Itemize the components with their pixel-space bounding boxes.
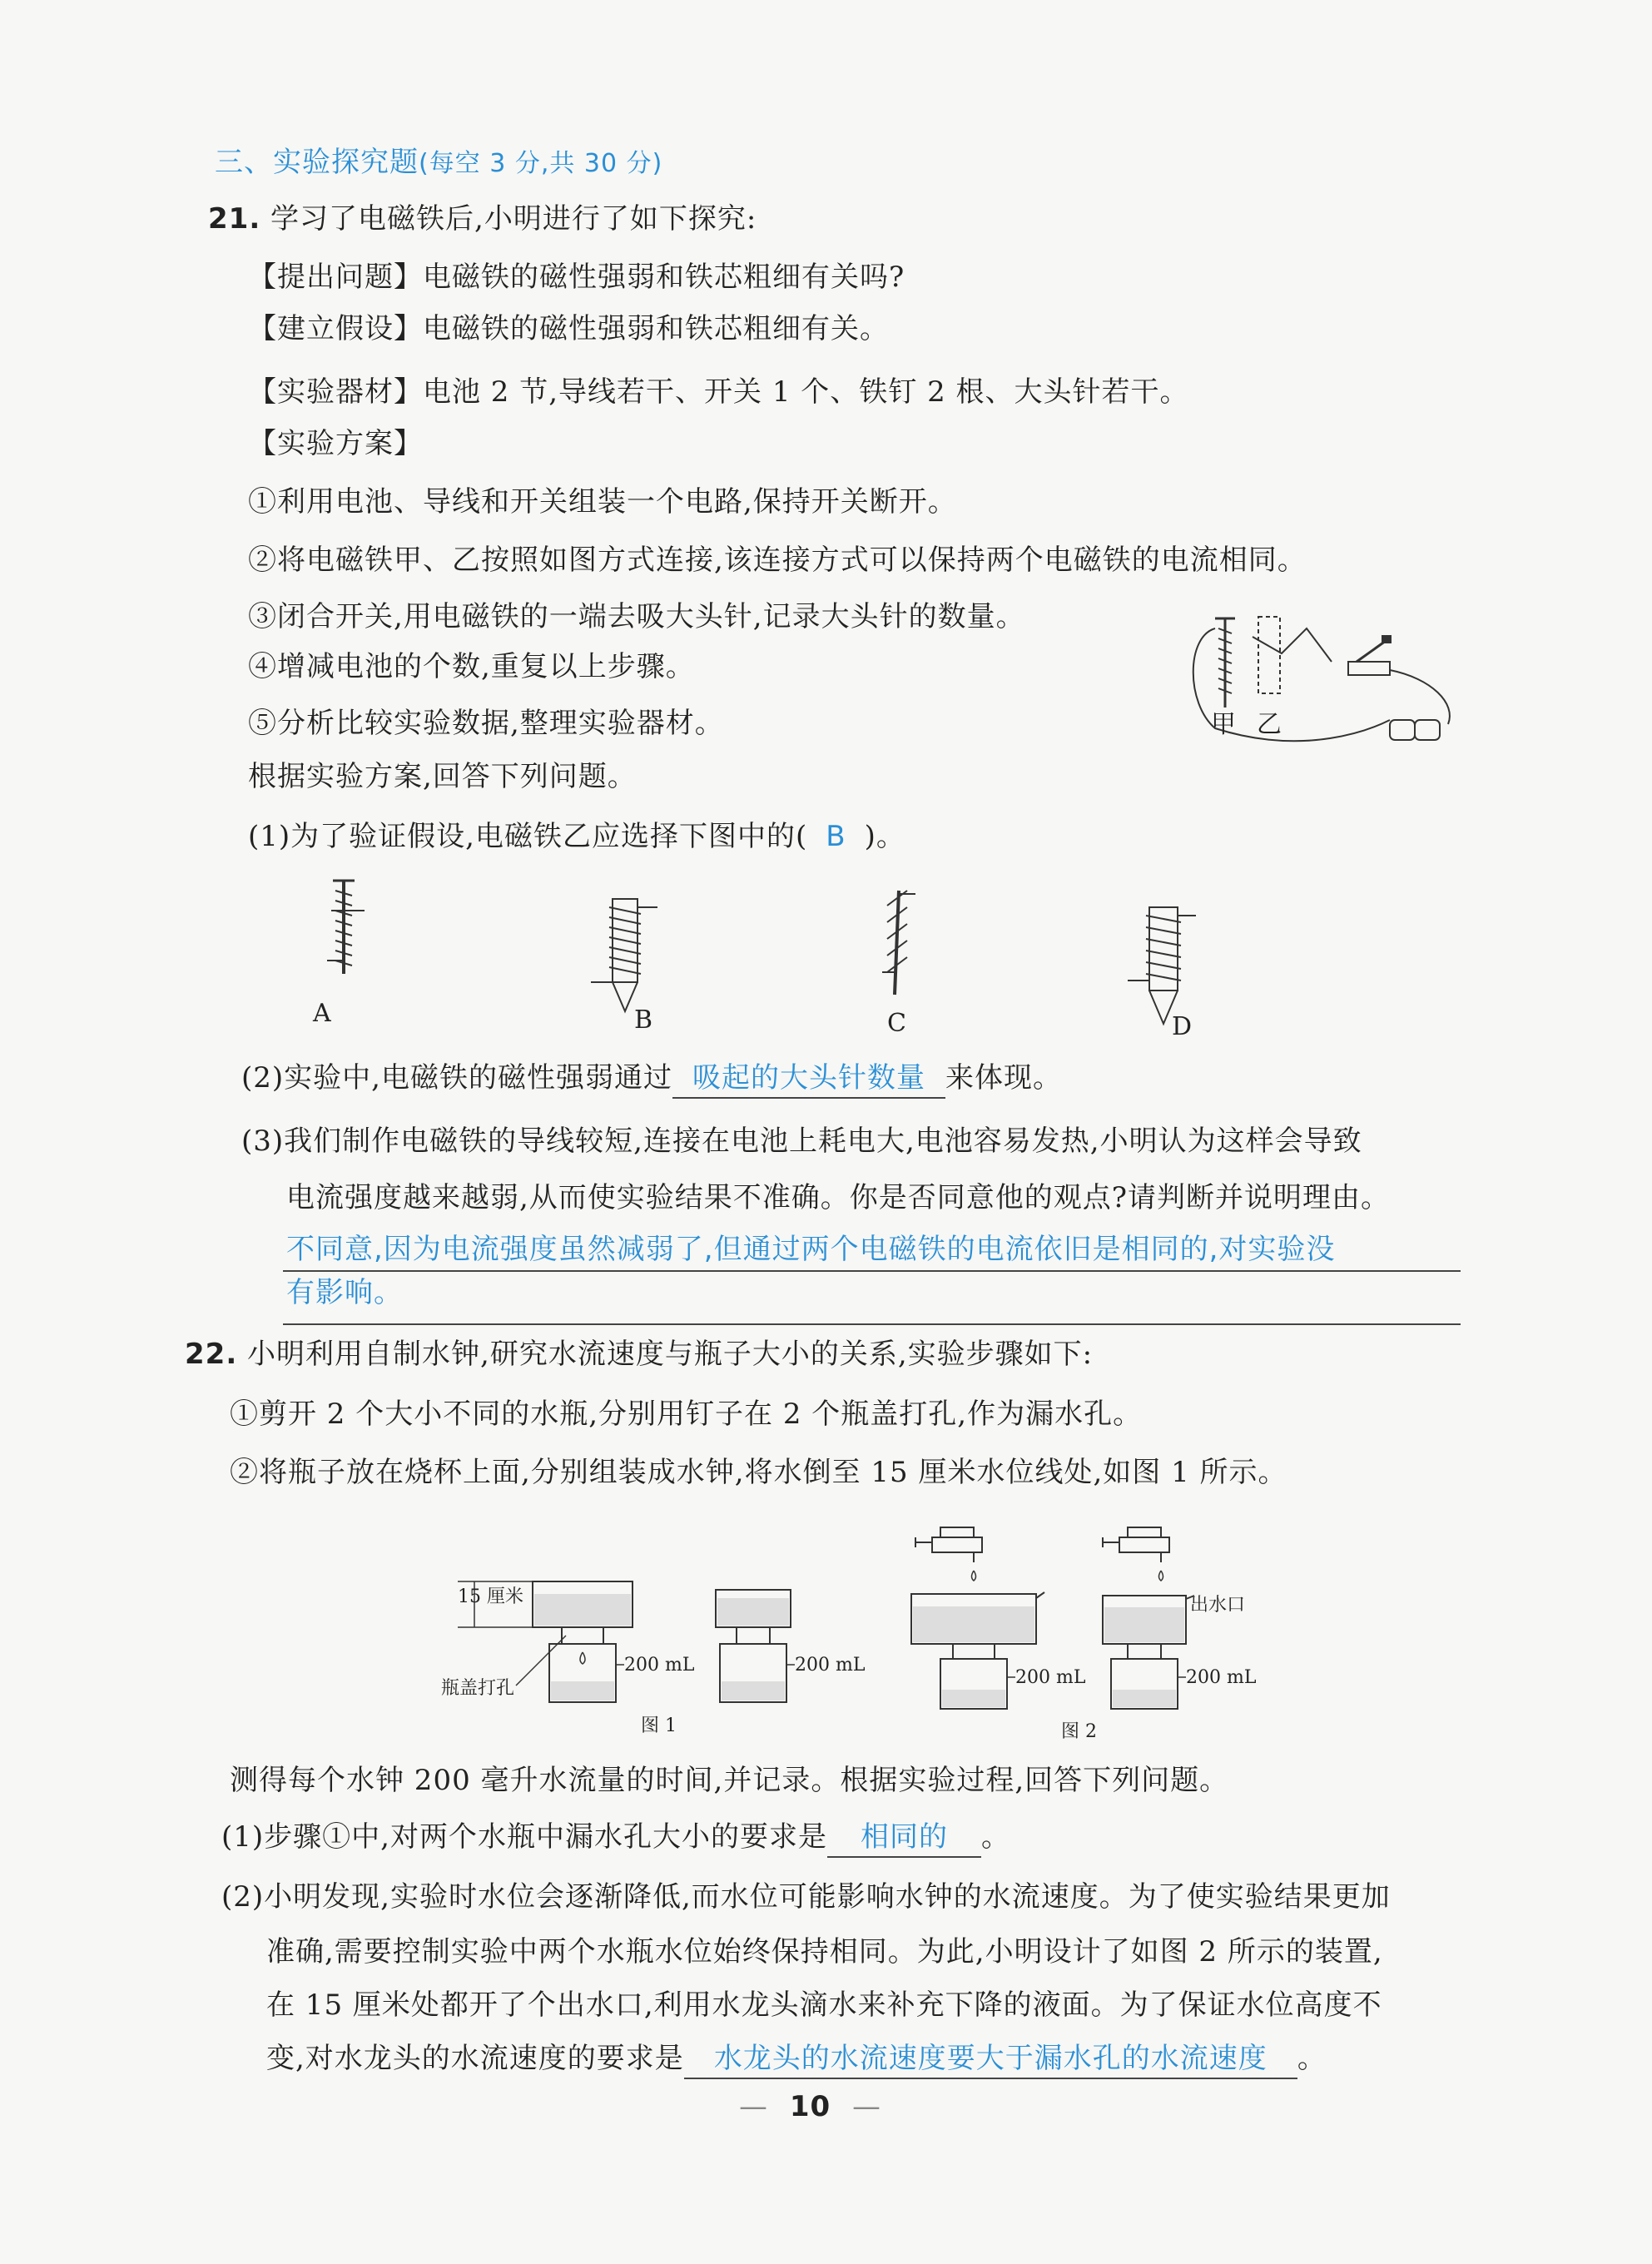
q21-sub1-before: (1)为了验证假设,电磁铁乙应选择下图中的( [248,820,808,853]
q21-sub1-after: )。 [864,820,905,853]
q21-sub2-answer: 吸起的大头针数量 [672,1059,945,1099]
q22-sub2-answer: 水龙头的水流速度要大于漏水孔的水流速度 [684,2039,1297,2079]
placeholder-yi [1258,617,1280,693]
q21-sub2-before: (2)实验中,电磁铁的磁性强弱通过 [241,1061,672,1095]
section-note: (每空 3 分,共 30 分) [419,149,663,178]
q21-step-5: ⑤分析比较实验数据,整理实验器材。 [248,707,724,740]
fig2-outlet-label: 出水口 [1190,1595,1246,1616]
fig2-caption: 图 2 [1061,1721,1097,1742]
screw-c-icon [882,891,915,995]
q22-step-1: ①剪开 2 个大小不同的水瓶,分别用钉子在 2 个瓶盖打孔,作为漏水孔。 [230,1398,1143,1431]
answer-line-2 [283,1323,1461,1325]
q21-step-3: ③闭合开关,用电磁铁的一端去吸大头针,记录大头针的数量。 [248,600,1025,633]
circuit-diagram [1182,603,1473,749]
q22-step-2: ②将瓶子放在烧杯上面,分别组装成水钟,将水倒至 15 厘米水位线处,如图 1 所示。 [230,1456,1287,1489]
option-label-b: B [634,1005,653,1035]
q21-sub3-line1: (3)我们制作电磁铁的导线较短,连接在电池上耗电大,电池容易发热,小明认为这样会导致 [241,1125,1362,1158]
water-clock-figures [433,1519,1290,1744]
nail-jia-icon [1215,618,1235,708]
q22-sub1-before: (1)步骤①中,对两个水瓶中漏水孔大小的要求是 [221,1820,827,1854]
answer-line-1 [283,1270,1461,1272]
switch-icon [1348,635,1392,675]
q21-step-4: ④增减电池的个数,重复以上步骤。 [248,650,695,683]
q22-sub2-line3: 在 15 厘米处都开了个出水口,利用水龙头滴水来补充下降的液面。为了保证水位高度不 [266,1988,1382,2022]
q21-sub3-line2: 电流强度越来越弱,从而使实验结果不准确。你是否同意他的观点?请判断并说明理由。 [286,1181,1391,1214]
q21-sub3-answer-1: 不同意,因为电流强度虽然减弱了,但通过两个电磁铁的电流依旧是相同的,对实验没 [286,1233,1336,1266]
q22-measure: 测得每个水钟 200 毫升水流量的时间,并记录。根据实验过程,回答下列问题。 [230,1764,1229,1797]
section-title [215,143,662,183]
q22-intro: 小明利用自制水钟,研究水流速度与瓶子大小的关系,实验步骤如下: [247,1338,1094,1371]
q22-sub1-answer: 相同的 [827,1818,981,1858]
fig2-clock-b [1103,1596,1194,1709]
q21-materials: 【实验器材】电池 2 节,导线若干、开关 1 个、铁钉 2 根、大头针若干。 [248,375,1189,409]
q21-intro: 学习了电磁铁后,小明进行了如下探究: [270,202,757,236]
fig2-clock-a [911,1592,1044,1709]
q22-sub2-before: 变,对水龙头的水流速度的要求是 [266,2042,684,2075]
q21-sub2-after: 来体现。 [945,1061,1062,1095]
option-label-a: A [313,999,331,1028]
q22-intro-line [185,1335,1093,1373]
q21-sub1-answer: B [826,820,846,853]
fig1-height-label: 15 厘米 [458,1586,523,1607]
fig2-vol-b: 200 mL [1186,1667,1257,1688]
fig1-clock-b [716,1590,795,1702]
section-title-text: 三、实验探究题 [215,146,419,179]
fig2-vol-a: 200 mL [1015,1667,1086,1688]
option-screws [291,874,1248,1040]
q21-hypothesis: 【建立假设】电磁铁的磁性强弱和铁芯粗细有关。 [248,312,889,345]
option-label-d: D [1172,1012,1193,1041]
circuit-label-yi: 乙 [1257,710,1282,739]
q21-sub2 [241,1059,1062,1099]
q21-sub1 [248,817,905,856]
q22-sub2-after: 。 [1297,2042,1327,2075]
screw-b-icon [591,899,657,1011]
circuit-label-jia: 甲 [1211,710,1236,739]
q22-sub2-line4 [266,2039,1327,2079]
fig2-faucet-b-icon [1103,1527,1169,1581]
fig1-vol-a: 200 mL [624,1655,695,1676]
q21-number: 21. [208,202,261,236]
q22-sub2-line2: 准确,需要控制实验中两个水瓶水位始终保持相同。为此,小明设计了如图 2 所示的装置, [266,1935,1383,1969]
q21-sub3-answer-2: 有影响。 [286,1276,403,1309]
battery-icon [1390,720,1440,740]
fig1-vol-b: 200 mL [795,1655,866,1676]
fig1-hole-label: 瓶盖打孔 [441,1678,515,1699]
q21-step-1: ①利用电池、导线和开关组装一个电路,保持开关断开。 [248,485,957,519]
q21-step-2: ②将电磁铁甲、乙按照如图方式连接,该连接方式可以保持两个电磁铁的电流相同。 [248,544,1307,577]
option-label-c: C [887,1009,906,1038]
fig2-faucet-a-icon [915,1527,982,1581]
q22-number: 22. [185,1338,238,1371]
screw-d-icon [1128,907,1196,1024]
q21-prompt: 根据实验方案,回答下列问题。 [248,760,637,793]
q21-intro-line [208,200,757,238]
q22-sub1-after: 。 [980,1820,1010,1854]
screw-a-icon [327,881,365,974]
q22-sub1 [221,1818,1010,1858]
q21-question: 【提出问题】电磁铁的磁性强弱和铁芯粗细有关吗? [248,261,905,294]
page-number: 10 [789,2090,831,2123]
page-footer: — 10 — [739,2090,881,2123]
q22-sub2-line1: (2)小明发现,实验时水位会逐渐降低,而水位可能影响水钟的水流速度。为了使实验结果更加 [221,1880,1391,1914]
fig1-caption: 图 1 [641,1715,677,1736]
q21-plan-heading: 【实验方案】 [248,427,423,460]
